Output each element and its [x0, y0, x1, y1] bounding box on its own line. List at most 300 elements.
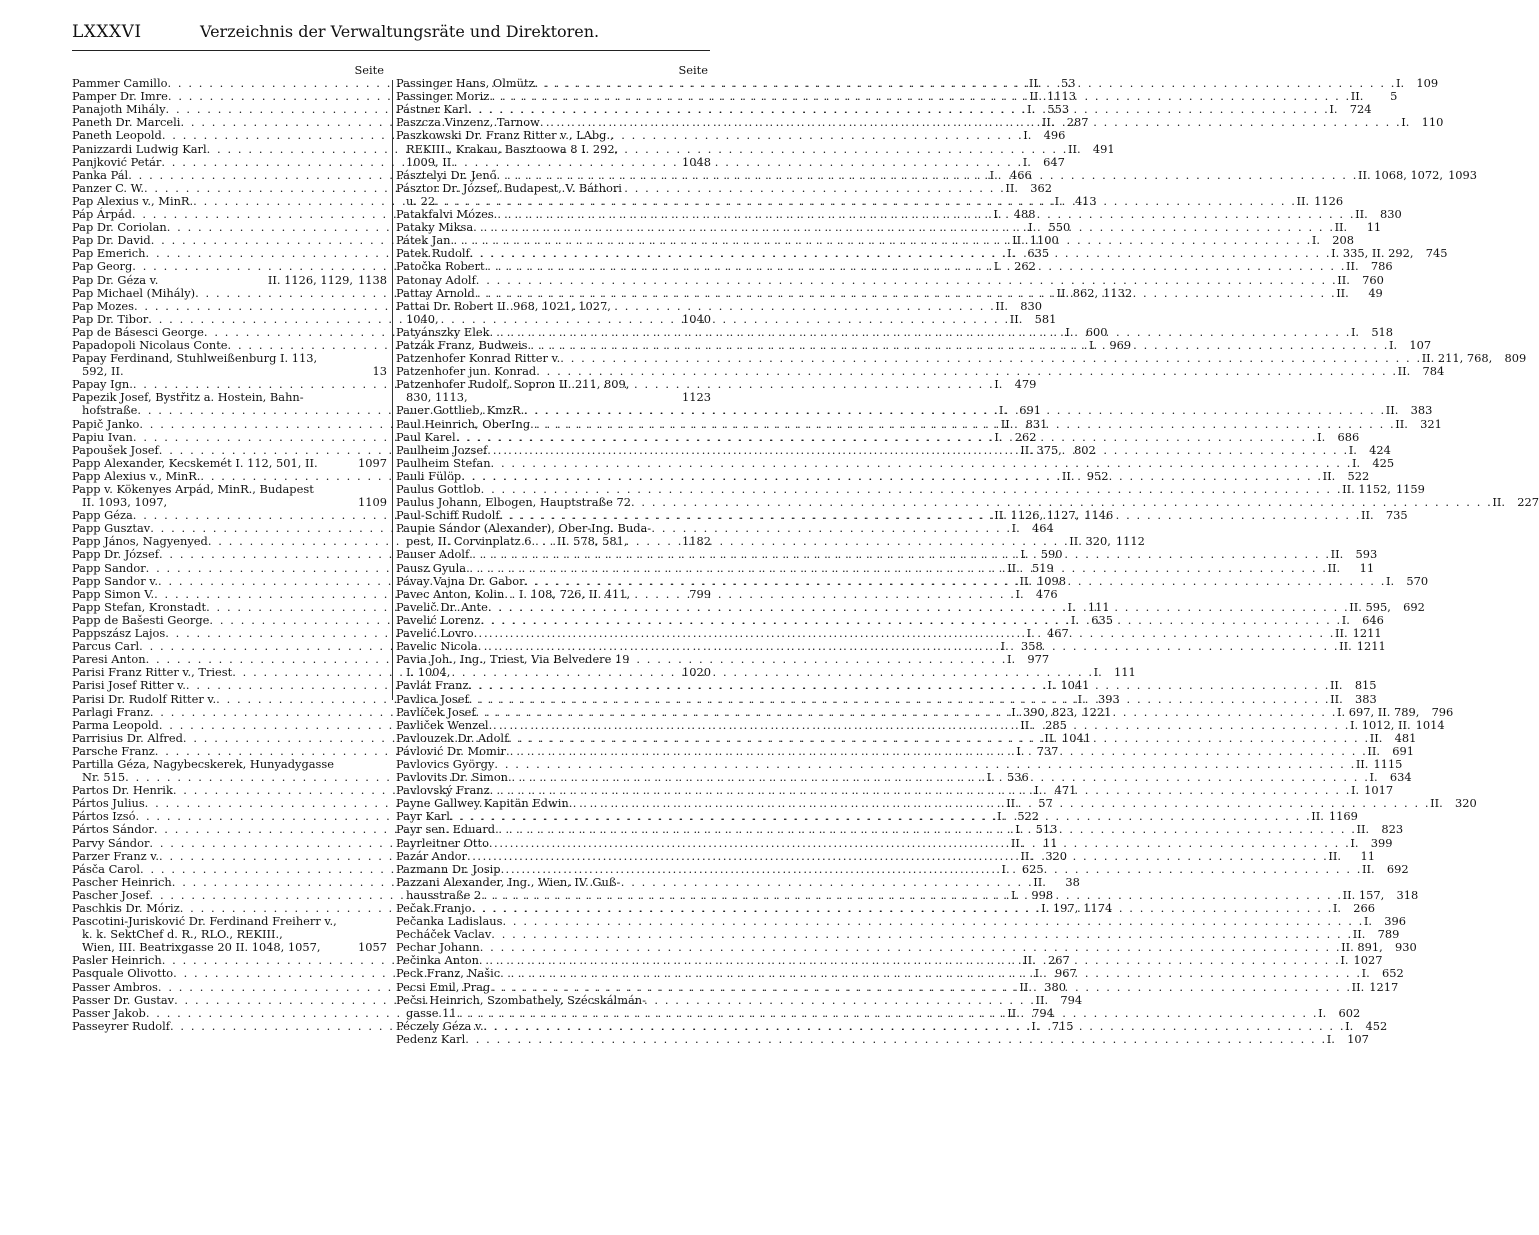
entry-page: 590 [1040, 547, 1063, 562]
entry-page: 11 [1360, 848, 1376, 863]
entry-page: 11 [1366, 220, 1382, 235]
entry-name: Pávay Vajna Dr. Gabor [396, 573, 525, 588]
entry-name: Passer Dr. Gustav [72, 992, 175, 1007]
entry-ref: II. [1327, 560, 1341, 575]
entry-ref: I. [989, 167, 998, 182]
entry-page: 320 [1045, 848, 1068, 863]
entry-name: Pauli Fülöp [396, 468, 462, 483]
entry-name: Papiu Ivan [72, 429, 133, 444]
leader-dots [476, 706, 1337, 719]
entry-line [396, 994, 711, 1007]
entry-name: Payr Karl [396, 809, 450, 824]
entry-name: Papp Simon V. [72, 586, 155, 601]
entry-name: Papp Alexander, Kecskemét I. 112, 501, II. [72, 455, 318, 470]
leader-dots [469, 679, 1330, 692]
entry-name: Paszkowski Dr. Franz Ritter v., LAbg., [396, 128, 614, 143]
entry-page: 602 [1338, 1005, 1361, 1020]
entry-name: Pasler Heinrich [72, 953, 162, 968]
leader-dots [489, 837, 1350, 850]
entry-page: 471 [1054, 783, 1077, 798]
entry-page: 496 [1043, 128, 1066, 143]
entry-ref: II. 862, [1056, 285, 1099, 300]
entry-name: Paschkis Dr. Móriz [72, 901, 180, 915]
entry-page: 107 [1347, 1031, 1369, 1046]
entry-name: Papay Ferdinand, Stuhlweißenburg I. 113, [72, 351, 318, 366]
leader-dots [484, 1020, 1345, 1033]
entry-name: Pauer Gottlieb, KmzR. [396, 403, 525, 418]
entry-name: Payrleitner Otto [396, 835, 489, 850]
leader-dots [485, 260, 1346, 273]
entry-name: Pap Mozes [72, 298, 134, 313]
entry-ref: I. [1026, 102, 1036, 117]
entry-name: Papezik Josef, Bystřitz a. Hostein, Bahn- [72, 390, 304, 405]
entry-name: Pečsi Heinrich, Szombathely, Szécskálmán- [396, 992, 646, 1007]
leader-dots [540, 116, 1401, 129]
entry-page: 49 [1368, 285, 1383, 300]
entry-name: Papič Janko [72, 416, 140, 431]
entry-page: 735 [1385, 508, 1408, 523]
entry-name: Patyánszky Elek [396, 324, 490, 339]
entry-ref: I. [1385, 573, 1395, 588]
entry-page: 425 [1372, 455, 1395, 470]
entry-ref: II. [1029, 89, 1042, 104]
leader-dots [500, 967, 1361, 980]
entry-continuation-text: k. k. SektChef d. R., RLO., REKIII., [82, 927, 283, 942]
entry-name: Paupie Sándor (Alexander), Ober-Ing. Buda- [396, 521, 652, 536]
entry-name: Paul Heinrich, OberIng. [396, 416, 534, 431]
entry-page: 479 [1014, 377, 1037, 392]
entry-name: Paneth Dr. Marceli [72, 115, 181, 130]
entry-ref: II. [1352, 927, 1366, 942]
entry-ref: I. 1012, II. [1350, 717, 1411, 732]
entry-line [396, 300, 711, 313]
entry-page: 380 [1044, 979, 1066, 994]
entry-ref: I. [1345, 1018, 1354, 1033]
entry-ref: I. [1015, 586, 1024, 601]
entry-page: 550 [1048, 220, 1071, 235]
entry-name: Pap Michael (Mihály) [72, 285, 196, 300]
entry-name: Pap Emerich [72, 246, 146, 261]
entry-ref: II. [1367, 743, 1380, 758]
entry-name: Papadopoli Nicolaus Conte [72, 337, 228, 352]
entry-ref: II. [1068, 141, 1081, 156]
entry-page: 652 [1381, 966, 1404, 981]
entry-page: 109 [1416, 76, 1439, 91]
entry-page: 522 [1017, 809, 1040, 824]
entry-name: Pecháček Vaclav [396, 927, 492, 942]
entry-ref: II. [1355, 756, 1369, 771]
entry-ref: II. [1351, 979, 1365, 994]
entry-ref: II. [1009, 311, 1023, 326]
entry-ref: II. 157, [1342, 887, 1385, 902]
entry-name: Pavlica Josef [396, 691, 469, 706]
leader-dots [469, 693, 1330, 706]
entry-page: 692 [1386, 861, 1409, 876]
entry-ref: I. [1369, 770, 1378, 785]
entry-continuation-text: 830, 1113, [406, 390, 468, 405]
leader-dots [489, 719, 1350, 732]
leader-dots [506, 745, 1367, 758]
entry-page: 467 [1047, 626, 1069, 641]
entry-page: 784 [1422, 364, 1445, 379]
leader-dots [465, 1033, 1326, 1046]
leader-dots [456, 431, 1317, 444]
entry-ref: II. [1328, 848, 1342, 863]
entry-page: 969 [1109, 337, 1132, 352]
entry-name: Panzer C. W. [72, 180, 144, 195]
entry-ref: I. [1341, 612, 1350, 627]
entry-ref: II. [1007, 560, 1020, 575]
entry-ref: II. [1430, 796, 1443, 811]
entry-name: Pátek Jan [396, 233, 451, 248]
entry-name: Pásztor Dr. József, Budapest, V. Báthori [396, 180, 622, 195]
entry-name: Pauser Adolf [396, 547, 470, 562]
entry-name: Pap Dr. Géza v. [72, 272, 159, 287]
entry-name: Parisi Josef Ritter v. [72, 678, 186, 693]
entry-name: Pásča Carol [72, 861, 141, 876]
entry-page: 57 [1038, 796, 1053, 811]
entry-name: Patek Rudolf [396, 246, 470, 261]
entry-ref: I. 197, [1041, 901, 1079, 915]
entry-ref: II. [1020, 717, 1033, 732]
entry-ref: I. [1363, 914, 1373, 929]
entry-name: Panizzardi Ludwig Karl [72, 141, 207, 156]
entry-ref: I. [1350, 835, 1359, 850]
entry-ref: II. [1311, 809, 1324, 824]
entry-ref: II. 891, [1341, 940, 1383, 955]
entry-ref: II. [1492, 495, 1506, 510]
entry-page: 1126 [1314, 193, 1344, 208]
entry-name: Patzenhofer Konrad Ritter v. [396, 351, 561, 366]
entry-name: Pavlouzek Dr. Adolf [396, 730, 509, 745]
entry-page: 1159 [1395, 482, 1425, 496]
entry-page: 635 [1027, 246, 1050, 261]
entry-name: Parisi Franz Ritter v., Triest [72, 665, 233, 680]
entry-name: Péczely Géza v. [396, 1018, 484, 1033]
entry-name: Panajoth Mihály [72, 102, 166, 117]
entry-ref: I. 697, II. 789, [1336, 704, 1420, 719]
entry-page: 399 [1370, 835, 1393, 850]
index-entry [396, 378, 711, 404]
entry-name: Patonay Adolf [396, 272, 476, 287]
entry-name: Pavlát Franz [396, 678, 469, 693]
entry-page: 647 [1043, 154, 1065, 169]
entry-ref: II. [1330, 547, 1344, 562]
entry-ref: I. 335, II. 292, [1331, 246, 1414, 261]
entry-name: Pap Dr. Coriolan [72, 220, 167, 235]
entry-ref: I. [1329, 102, 1338, 117]
entry-name: Parvy Sándor [72, 835, 150, 850]
entry-name: Papp v. Kökenyes Arpád, MinR., Budapest [72, 482, 314, 496]
entry-name: Parzer Franz v. [72, 848, 159, 863]
entry-ref: I. [1020, 547, 1029, 562]
entry-page: 320 [1455, 796, 1477, 811]
entry-page: 1093 [1448, 167, 1478, 182]
entry-name: Parcus Carl [72, 639, 140, 654]
entry-ref: I. [1093, 665, 1102, 680]
entry-ref: I. [1350, 324, 1360, 339]
entry-ref: I. [1332, 901, 1342, 915]
entry-page: 1020 [682, 665, 711, 680]
entry-ref: I. [1311, 233, 1321, 248]
entry-name: Paneth Leopold [72, 128, 162, 143]
entry-ref: II. [1395, 416, 1408, 431]
entry-name: Pap Alexius v., MinR. [72, 193, 194, 208]
entry-page: 794 [1032, 1005, 1054, 1020]
entry-ref: I. 390, 823, [1011, 704, 1078, 719]
entry-page: 1100 [1029, 233, 1059, 248]
entry-page: 208 [1332, 233, 1355, 248]
entry-ref: I. [986, 770, 995, 785]
entry-page: 107 [1409, 337, 1432, 352]
entry-name: Panjković Petár [72, 154, 162, 169]
entry-name: Papp János, Nagyenyed [72, 534, 208, 549]
entry-name: Paulheim Jozsef [396, 442, 488, 457]
entry-name: Papp Dr. József [72, 547, 159, 562]
entry-name: Papp Sandor v. [72, 573, 158, 588]
index-entry [396, 455, 1395, 470]
entry-page: 267 [1048, 953, 1070, 968]
entry-name: Pástner Karl [396, 102, 468, 117]
entry-page: 321 [1420, 416, 1442, 431]
entry-page: 452 [1365, 1018, 1388, 1033]
entry-page: 11 [1359, 560, 1375, 575]
entry-page: 266 [1353, 901, 1376, 915]
entry-page: 1146 [1084, 508, 1114, 523]
entry-page: 646 [1362, 612, 1384, 627]
entry-ref: I. [1023, 128, 1032, 143]
index-entry [396, 522, 711, 548]
entry-name: Paul-Schiff Rudolf [396, 508, 500, 523]
entry-page: 464 [1032, 521, 1054, 536]
entry-line [396, 588, 711, 601]
entry-line [396, 1031, 1369, 1046]
entry-line [396, 455, 1395, 470]
entry-ref: II. [1355, 207, 1368, 222]
entry-page: 815 [1354, 678, 1377, 693]
entry-page: 796 [1431, 704, 1454, 719]
entry-page: 11 [1042, 835, 1058, 850]
entry-ref: II. [1350, 89, 1364, 104]
entry-ref: I. [1028, 220, 1037, 235]
leader-dots [487, 444, 1348, 457]
entry-name: Pappszász Lajos [72, 626, 166, 641]
entry-name: Paulheim Stefan [396, 455, 491, 470]
entry-name: Pavlíček Josef [396, 704, 476, 719]
entry-page: 831 [1025, 416, 1048, 431]
entry-name: Pečinka Anton [396, 953, 479, 968]
entry-name: Pataky Miksa [396, 220, 474, 235]
entry-ref: II. 1126, 1129, [267, 272, 353, 287]
entry-ref: I. [996, 809, 1006, 824]
entry-page: 998 [1031, 887, 1054, 902]
entry-page: 794 [1060, 992, 1083, 1007]
entry-name: Payr sen. Eduard [396, 822, 496, 837]
entry-ref: I. [1065, 324, 1074, 339]
entry-continuation [396, 143, 711, 156]
entry-page: 476 [1035, 586, 1058, 601]
entry-ref: II. [1019, 573, 1033, 588]
leader-dots [467, 850, 1328, 863]
entry-ref: I. [994, 429, 1003, 444]
entry-ref: II. [1010, 835, 1024, 850]
entry-page: 262 [1014, 429, 1037, 444]
seite-label: Seite [678, 63, 708, 77]
entry-name: Pártos Julius [72, 796, 145, 811]
entry-name: Pazzani Alexander, Ing., Wien, IV. Guß- [396, 874, 621, 889]
index-entry [72, 457, 387, 470]
entry-page: 383 [1410, 403, 1433, 418]
entry-page: 424 [1369, 442, 1391, 457]
leader-dots [536, 365, 1397, 378]
entry-line [72, 457, 387, 470]
entry-name: Patočka Robert [396, 259, 485, 274]
entry-page: 362 [1030, 180, 1053, 195]
entry-page: 977 [1027, 652, 1050, 667]
entry-name: Pausz Gyula [396, 560, 467, 575]
entry-ref: I. [1088, 337, 1098, 352]
entry-continuation-text: Nr. 515 [82, 770, 126, 785]
leader-dots [469, 548, 1330, 561]
seite-label: Seite [354, 63, 384, 77]
entry-page: 1040 [682, 311, 711, 326]
entry-ref: II. [1296, 193, 1310, 208]
entry-page: 518 [1371, 324, 1394, 339]
entry-page: 1123 [682, 390, 711, 405]
entry-name: Parlagi Franz [72, 704, 150, 719]
entry-page: 967 [1054, 966, 1077, 981]
entry-page: 809 [1504, 351, 1527, 366]
index-entry [72, 352, 387, 378]
entry-ref: II. [1336, 285, 1349, 300]
entry-name: Paulus Gottlob [396, 482, 481, 496]
entry-name: Pedenz Karl [396, 1031, 466, 1046]
entry-ref: I. [1031, 1018, 1040, 1033]
entry-ref: II. [1322, 468, 1336, 483]
entry-ref: I. [1054, 193, 1063, 208]
entry-ref: I. [1016, 743, 1025, 758]
entry-name: Pavia Joh., Ing., Triest, Via Belvedere 19 [396, 652, 630, 667]
entry-line [396, 876, 711, 889]
entry-name: Papp de Bašesti George [72, 612, 210, 627]
entry-ref: I. [1067, 599, 1076, 614]
entry-name: Peck Franz, Našic [396, 966, 501, 981]
entry-name: Pártos Sándor [72, 822, 154, 837]
entry-name: Pazár Andor [396, 848, 467, 863]
entry-page: 1217 [1369, 979, 1399, 994]
entry-ref: I. [1070, 612, 1079, 627]
entry-ref: II. 595, [1349, 599, 1391, 614]
entry-continuation-text: Wien, III. Beatrixgasse 20 II. 1048, 1057, [82, 940, 321, 955]
entry-name: Parma Leopold [72, 717, 159, 732]
entry-line [396, 182, 711, 195]
entry-name: Passinger Hans, Olmütz [396, 76, 535, 91]
entry-name: Patakfalvi Mózes [396, 207, 494, 222]
entry-line [72, 274, 387, 287]
entry-ref: II. [1337, 272, 1350, 287]
entry-continuation-text: 592, II. [82, 364, 124, 379]
entry-ref: I. [1026, 626, 1035, 641]
entry-continuation-text: REKIII., Krakau, Basztoowa 8 I. 292, [406, 141, 619, 156]
entry-page: 724 [1349, 102, 1372, 117]
entry-continuation [396, 156, 711, 169]
entry-name: Patzák Franz, Budweis [396, 337, 528, 352]
entry-page: 519 [1031, 560, 1054, 575]
entry-ref: I. [1340, 953, 1349, 968]
entry-page: 1112 [1115, 534, 1145, 549]
entry-page: 522 [1347, 468, 1370, 483]
entry-name: Pečanka Ladislaus [396, 914, 503, 929]
entry-continuation-text: II. 1093, 1097, [82, 495, 168, 510]
leader-dots [490, 981, 1351, 994]
entry-name: Papay Ign. [72, 377, 133, 392]
entry-ref: I. [1361, 966, 1370, 981]
entry-page: 600 [1085, 324, 1108, 339]
entry-page: 799 [689, 586, 711, 601]
entry-ref: II. [1020, 848, 1034, 863]
entry-name: Pávlović Dr. Momir [396, 743, 506, 758]
entry-page: 111 [1114, 665, 1136, 680]
entry-continuation-text: 1040, [406, 311, 439, 326]
entry-name: Pavelić Lorenz [396, 612, 481, 627]
entry-page: 581 [1034, 311, 1057, 326]
entry-ref: I. [1022, 154, 1031, 169]
entry-continuation-text: pest, II. Corvinplatz 6 . . . II. 578, 581, [406, 534, 628, 549]
entry-ref: I. [993, 207, 1002, 222]
entry-name: Pechar Johann [396, 940, 480, 955]
entry-name: Pap Georg [72, 259, 133, 274]
entry-page: 285 [1045, 717, 1067, 732]
leader-dots [475, 287, 1336, 300]
leader-dots [497, 169, 1358, 182]
entry-continuation-text: hofstraße [82, 403, 138, 418]
entry-name: Pascotini-Jurisković Dr. Ferdinand Freiherr v., [72, 914, 337, 929]
entry-page: 745 [1425, 246, 1448, 261]
entry-page: 481 [1394, 730, 1417, 745]
entry-page: 625 [1021, 861, 1044, 876]
entry-page: 1174 [1083, 901, 1113, 915]
entry-name: Pasquale Olivotto [72, 966, 174, 981]
entry-name: Paulus Johann, Elbogen, Hauptstraße 72 [396, 495, 631, 510]
leader-dots [466, 562, 1327, 575]
entry-ref: II. [1356, 822, 1370, 837]
entry-name: Pavliček Wenzel [396, 717, 489, 732]
entry-name: Pattai Dr. Robert II. 968, 1021, 1027, [396, 298, 611, 313]
entry-ref: I. [993, 259, 1002, 274]
leader-dots [495, 823, 1356, 836]
entry-page: 1169 [1328, 809, 1358, 824]
entry-ref: II. [1035, 992, 1049, 1007]
entry-name: Pavelic Nicola [396, 639, 478, 654]
leader-dots [476, 274, 1337, 287]
entry-continuation-text: gasse 11 [406, 1005, 457, 1020]
entry-page: 488 [1013, 207, 1036, 222]
entry-name: Passer Jakob [72, 1005, 146, 1020]
entry-name: Panka Pál [72, 167, 129, 182]
header-rule [72, 50, 710, 51]
index-entry [396, 1031, 1369, 1046]
index-entry [72, 483, 387, 509]
entry-ref: II. [1362, 861, 1375, 876]
entry-ref: I. [1034, 783, 1043, 798]
entry-page: 830 [1379, 207, 1402, 222]
entry-continuation-text: I. 1004, [406, 665, 451, 680]
entry-page: 262 [1014, 259, 1036, 274]
index-entry [72, 915, 387, 954]
entry-page: 686 [1337, 429, 1360, 444]
entry-name: Papp Sandor [72, 560, 146, 575]
entry-page: 635 [1091, 612, 1113, 627]
